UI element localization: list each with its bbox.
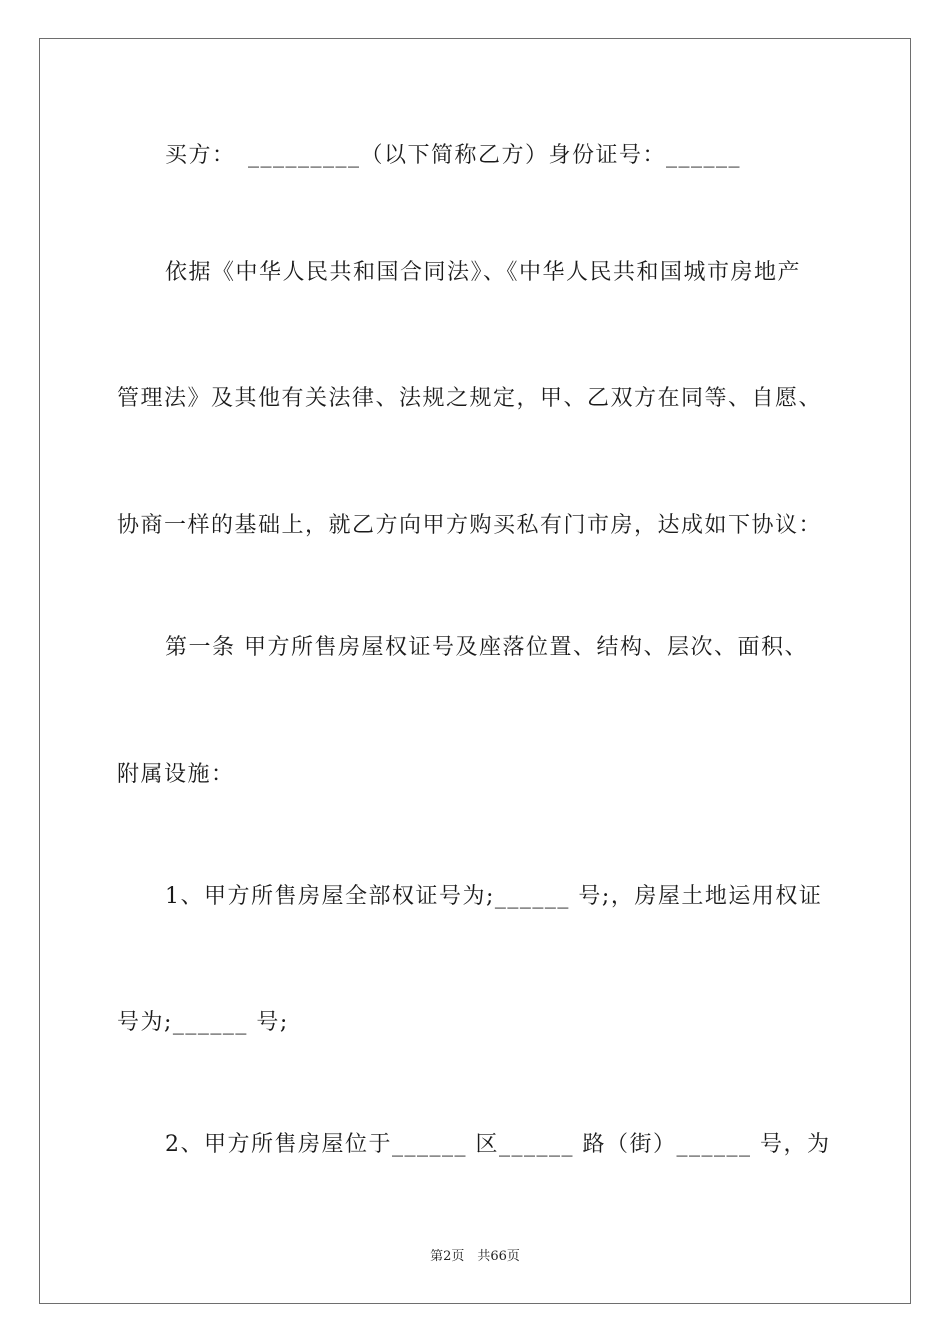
clause-1-line-1: 1、甲方所售房屋全部权证号为;______ 号;，房屋土地运用权证: [165, 884, 823, 909]
page-border: [39, 38, 911, 1304]
paragraph-line-3: 协商一样的基础上，就乙方向甲方购买私有门市房，达成如下协议：: [117, 513, 823, 538]
clause-2-line-1: 2、甲方所售房屋位于______ 区______ 路（街）______ 号，为: [165, 1132, 831, 1157]
article-one-heading: 第一条 甲方所售房屋权证号及座落位置、结构、层次、面积、: [165, 635, 808, 660]
article-one-continuation: 附属设施：: [117, 762, 235, 787]
clause-1-line-2: 号为;______ 号;: [117, 1010, 289, 1035]
paragraph-line-1: 依据《中华人民共和国合同法》、《中华人民共和国城市房地产: [165, 260, 802, 285]
page-number: 第2页 共66页: [430, 1249, 520, 1264]
paragraph-line-2: 管理法》及其他有关法律、法规之规定，甲、乙双方在同等、自愿、: [117, 386, 823, 411]
buyer-line: 买方： _________（以下简称乙方）身份证号：______: [165, 143, 742, 168]
